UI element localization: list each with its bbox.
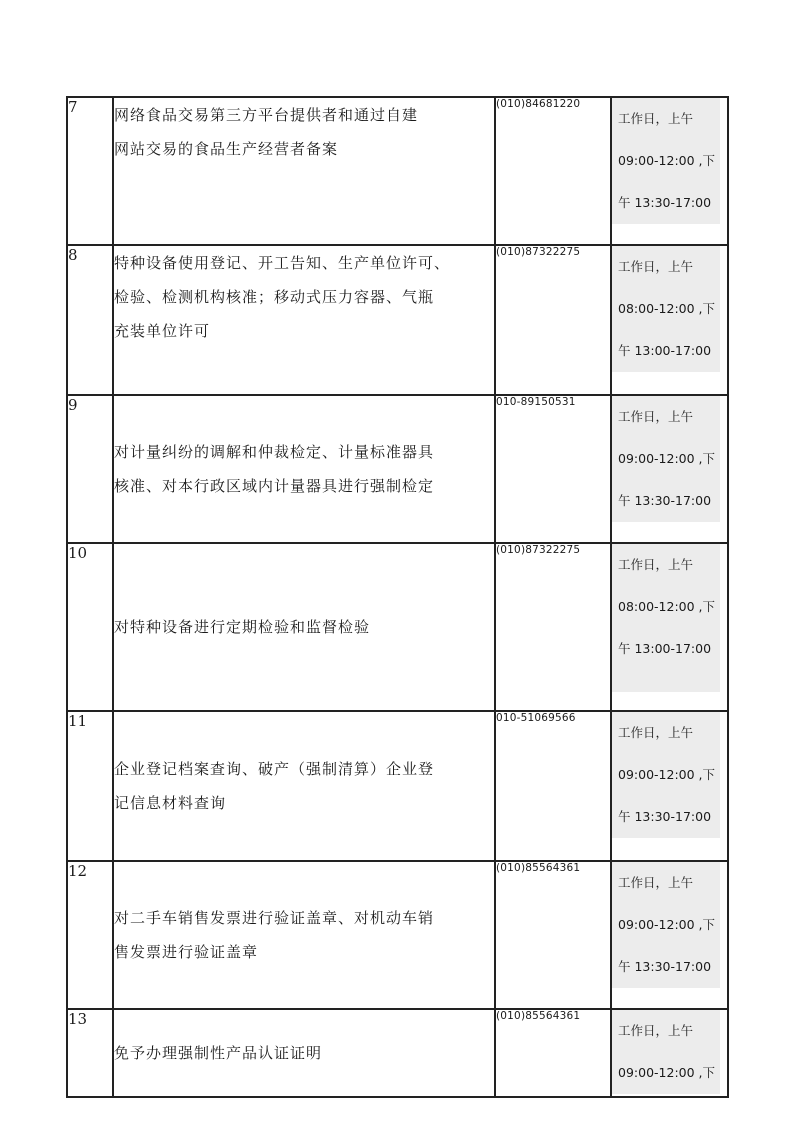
hours-line: 08:00-12:00 ,下 <box>618 599 716 614</box>
service-item: 企业登记档案查询、破产（强制清算）企业登 记信息材料查询 <box>113 711 495 861</box>
hours-line: 工作日，上午 <box>618 111 694 126</box>
hours-line: 工作日，上午 <box>618 259 694 274</box>
hours-line: 08:00-12:00 ,下 <box>618 301 716 316</box>
phone-number: (010)85564361 <box>495 861 611 1009</box>
hours-line: 09:00-12:00 ,下 <box>618 767 716 782</box>
hours-box <box>612 1010 720 1094</box>
hours-line: 工作日，上午 <box>618 409 694 424</box>
hours-line: 工作日，上午 <box>618 1023 694 1038</box>
hours-line: 09:00-12:00 ,下 <box>618 917 716 932</box>
row-number: 12 <box>67 861 113 1009</box>
hours-line: 午 13:30-17:00 <box>618 195 712 210</box>
hours-line: 工作日，上午 <box>618 557 694 572</box>
hours-line: 午 13:00-17:00 <box>618 641 712 656</box>
row-number: 11 <box>67 711 113 861</box>
row-number: 13 <box>67 1009 113 1097</box>
phone-number: (010)87322275 <box>495 543 611 711</box>
phone-number: 010-89150531 <box>495 395 611 543</box>
row-number: 7 <box>67 97 113 245</box>
service-item: 免予办理强制性产品认证证明 <box>113 1009 495 1097</box>
service-item: 网络食品交易第三方平台提供者和通过自建 网站交易的食品生产经营者备案 <box>113 97 495 245</box>
hours-line: 午 13:30-17:00 <box>618 809 712 824</box>
services-table <box>66 96 729 1098</box>
office-hours <box>611 97 728 245</box>
service-item: 特种设备使用登记、开工告知、生产单位许可、 检验、检测机构核准；移动式压力容器、气瓶 充装单位许可 <box>113 245 495 395</box>
service-item: 对二手车销售发票进行验证盖章、对机动车销 售发票进行验证盖章 <box>113 861 495 1009</box>
row-number: 8 <box>67 245 113 395</box>
phone-number: 010-51069566 <box>495 711 611 861</box>
office-hours <box>611 711 728 861</box>
table-row <box>67 245 728 395</box>
table-row <box>67 861 728 1009</box>
hours-line: 午 13:00-17:00 <box>618 343 712 358</box>
hours-line: 工作日，上午 <box>618 725 694 740</box>
hours-line: 09:00-12:00 ,下 <box>618 1065 716 1080</box>
hours-box <box>612 396 720 522</box>
hours-line: 午 13:30-17:00 <box>618 493 712 508</box>
phone-number: (010)85564361 <box>495 1009 611 1097</box>
table-row <box>67 543 728 711</box>
table-row <box>67 1009 728 1097</box>
office-hours <box>611 861 728 1009</box>
hours-box <box>612 246 720 372</box>
table-row <box>67 711 728 861</box>
phone-number: (010)87322275 <box>495 245 611 395</box>
row-number: 9 <box>67 395 113 543</box>
hours-line: 工作日，上午 <box>618 875 694 890</box>
hours-line: 09:00-12:00 ,下 <box>618 153 716 168</box>
office-hours <box>611 395 728 543</box>
phone-number: (010)84681220 <box>495 97 611 245</box>
service-item: 对特种设备进行定期检验和监督检验 <box>113 543 495 711</box>
office-hours <box>611 245 728 395</box>
office-hours <box>611 1009 728 1097</box>
table-row <box>67 395 728 543</box>
table-row <box>67 97 728 245</box>
hours-box <box>612 862 720 988</box>
service-item: 对计量纠纷的调解和仲裁检定、计量标准器具 核准、对本行政区域内计量器具进行强制检定 <box>113 395 495 543</box>
office-hours <box>611 543 728 711</box>
hours-line: 09:00-12:00 ,下 <box>618 451 716 466</box>
hours-box <box>612 712 720 838</box>
hours-line: 午 13:30-17:00 <box>618 959 712 974</box>
hours-box <box>612 544 720 692</box>
row-number: 10 <box>67 543 113 711</box>
hours-box <box>612 98 720 224</box>
